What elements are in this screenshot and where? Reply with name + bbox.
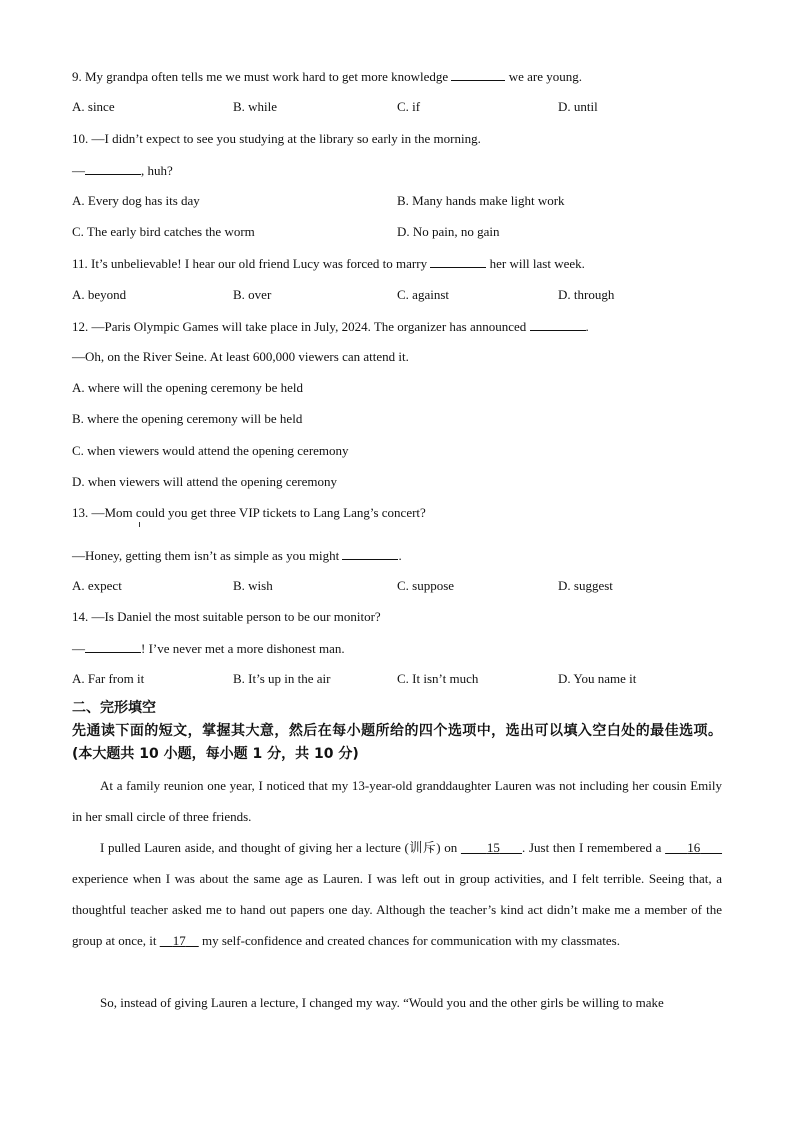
question-10-reply bbox=[72, 162, 173, 179]
paragraph-text: my self-confidence and created chances for communication with my classmates. bbox=[201, 933, 620, 948]
option-d: D. when viewers will attend the opening ceremony bbox=[72, 474, 337, 489]
section-instruction: 先通读下面的短文，掌握其大意，然后在每小题所给的四个选项中，选出可以填入空白处的最佳选项。(本大题共 10 小题，每小题 1 分，共 10 分) bbox=[72, 723, 722, 762]
option-a: A. where will the opening ceremony be held bbox=[72, 380, 304, 395]
answer-blank bbox=[342, 547, 398, 560]
option-d: D. You name it bbox=[558, 671, 637, 686]
section-title: 二、完形填空 bbox=[72, 700, 156, 716]
paragraph-text: . Just then I remembered a bbox=[522, 840, 662, 855]
option-c: C. The early bird catches the worm bbox=[72, 224, 255, 239]
question-13: 13. —Mom could you get three VIP tickets to Lang Lang’s concert? bbox=[72, 505, 426, 520]
option-a: A. expect bbox=[72, 578, 122, 593]
cloze-blank-16 bbox=[665, 840, 722, 855]
question-11-stem-start: 11. It’s unbelievable! I hear our old friend Lucy was forced to marry bbox=[72, 256, 428, 271]
option-b: B. over bbox=[233, 287, 272, 302]
reply-end: . bbox=[398, 548, 402, 563]
option-d: D. through bbox=[558, 287, 615, 302]
cloze-blank-17 bbox=[160, 933, 199, 948]
answer-blank bbox=[85, 162, 141, 175]
question-12-reply: —Oh, on the River Seine. At least 600,000 viewers can attend it. bbox=[72, 349, 409, 364]
question-9 bbox=[72, 68, 582, 85]
question-9-stem-start: 9. My grandpa often tells me we must work hard to get more knowledge bbox=[72, 69, 449, 84]
answer-blank bbox=[430, 255, 486, 268]
dash: — bbox=[72, 163, 85, 178]
option-c: C. suppose bbox=[397, 578, 455, 593]
option-a: A. since bbox=[72, 99, 115, 114]
passage-paragraph-2 bbox=[72, 832, 722, 956]
option-c: C. when viewers would attend the opening ceremony bbox=[72, 443, 349, 458]
option-d: D. until bbox=[558, 99, 598, 114]
question-13-reply bbox=[72, 547, 402, 564]
reply-text: —Honey, getting them isn’t as simple as you might bbox=[72, 548, 340, 563]
option-a: A. Far from it bbox=[72, 671, 145, 686]
option-c: C. It isn’t much bbox=[397, 671, 479, 686]
answer-blank bbox=[530, 318, 586, 331]
cloze-blank-15 bbox=[461, 840, 522, 855]
blank-number: 15 bbox=[486, 840, 500, 855]
question-14-reply bbox=[72, 640, 345, 657]
option-b: B. where the opening ceremony will be held bbox=[72, 411, 303, 426]
question-9-stem-end: we are young. bbox=[508, 69, 582, 84]
question-11-stem-end: her will last week. bbox=[489, 256, 585, 271]
option-b: B. while bbox=[233, 99, 278, 114]
option-d: D. No pain, no gain bbox=[397, 224, 500, 239]
option-a: A. beyond bbox=[72, 287, 127, 302]
reply-text: , huh? bbox=[141, 163, 173, 178]
reply-text: ! I’ve never met a more dishonest man. bbox=[141, 641, 345, 656]
option-c: C. if bbox=[397, 99, 421, 114]
question-11 bbox=[72, 255, 585, 272]
option-d: D. suggest bbox=[558, 578, 613, 593]
option-c: C. against bbox=[397, 287, 449, 302]
paragraph-text: I pulled Lauren aside, and thought of giving her a lecture (训斥) on bbox=[100, 840, 458, 855]
blank-number: 16 bbox=[687, 840, 701, 855]
answer-blank bbox=[451, 68, 505, 81]
question-12-stem-start: 12. —Paris Olympic Games will take place in July, 2024. The organizer has announced bbox=[72, 319, 527, 334]
option-b: B. wish bbox=[233, 578, 273, 593]
dash: — bbox=[72, 641, 85, 656]
option-a: A. Every dog has its day bbox=[72, 193, 200, 208]
question-12-stem-end: . bbox=[585, 319, 589, 334]
option-b: B. It’s up in the air bbox=[233, 671, 331, 686]
paragraph-text: experience when I was about the same age as Lauren. I was left out in group activities, and I felt terrible. Seeing that, a thoughtful teacher asked me to hand out papers one day. Although the teacher’s kind act didn’t make me a member of the group at once, it bbox=[72, 871, 722, 948]
passage-paragraph-1: At a family reunion one year, I noticed that my 13-year-old granddaughter Lauren was not including her cousin Emily in her small circle of three friends. bbox=[72, 778, 722, 824]
passage-paragraph-3: So, instead of giving Lauren a lecture, I changed my way. “Would you and the other girls be willing to make bbox=[100, 995, 664, 1010]
question-14: 14. —Is Daniel the most suitable person to be our monitor? bbox=[72, 609, 381, 624]
blank-number: 17 bbox=[172, 933, 186, 948]
stray-mark bbox=[139, 522, 140, 527]
answer-blank bbox=[85, 640, 141, 653]
option-b: B. Many hands make light work bbox=[397, 193, 565, 208]
question-10: 10. —I didn’t expect to see you studying at the library so early in the morning. bbox=[72, 131, 481, 146]
question-12 bbox=[72, 318, 589, 335]
